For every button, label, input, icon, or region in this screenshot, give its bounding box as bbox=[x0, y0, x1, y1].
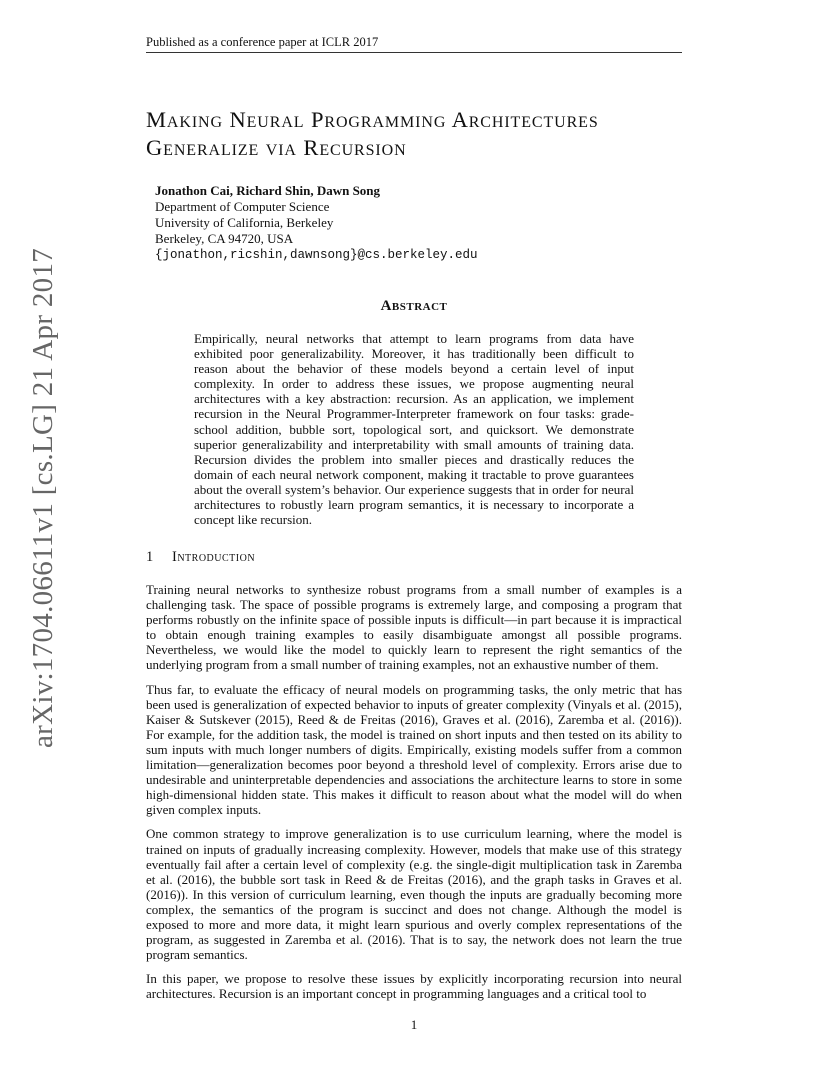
paper-title-line-1: Making Neural Programming Architectures bbox=[146, 107, 599, 132]
running-header: Published as a conference paper at ICLR 2017 bbox=[146, 35, 379, 49]
introduction-body bbox=[146, 582, 682, 1010]
arxiv-sidebar-stamp: arXiv:1704.06611v1 [cs.LG] 21 Apr 2017 bbox=[27, 247, 59, 748]
body-paragraph: Training neural networks to synthesize robust programs from a small number of examples is a challenging task. The space of possible programs is extremely large, and composing a program that performs robustly on the infinite space of possible inputs is difficult—in part because it is impractical to obtain enough training examples to easily disambiguate amongst all possible programs. Nevertheless, we would like the model to quickly learn to represent the right semantics of the underlying program from a small number of training examples, not an exhaustive number of them. bbox=[146, 582, 682, 673]
section-title: Introduction bbox=[172, 549, 256, 565]
author-location: Berkeley, CA 94720, USA bbox=[155, 231, 294, 246]
abstract-text: Empirically, neural networks that attempt to learn programs from data have exhibited poor generalizability. Moreover, it has traditionally been difficult to reason about the behavior of these models beyond a certain level of input complexity. In order to address these issues, we propose augmenting neural architectures with a key abstraction: recursion. As an application, we implement recursion in the Neural Programmer-Interpreter framework on four tasks: grade-school addition, bubble sort, topological sort, and quicksort. We demonstrate superior generalizability and interpretability with small amounts of training data. Recursion divides the problem into smaller pieces and drastically reduces the domain of each neural network component, making it tractable to prove guarantees about the overall system’s behavior. Our experience suggests that in order for neural architectures to robustly learn program semantics, it is necessary to incorporate a concept like recursion. bbox=[194, 331, 634, 528]
section-heading-introduction bbox=[146, 549, 255, 566]
page-number: 1 bbox=[410, 1017, 418, 1032]
paper-title bbox=[146, 106, 706, 162]
section-number: 1 bbox=[146, 549, 154, 565]
body-paragraph: Thus far, to evaluate the efficacy of neural models on programming tasks, the only metric that has been used is generalization of expected behavior to inputs of greater complexity (Vinyals et al. (2015), Kaiser & Sutskever (2015), Reed & de Freitas (2016), Graves et al. (2016), Zaremba et al. (2016)). For example, for the addition task, the model is trained on short inputs and then tested on its ability to sum inputs with much longer numbers of digits. Empirically, existing models suffer from a common limitation—generalization becomes poor beyond a threshold level of complexity. Errors arise due to undesirable and uninterpretable dependencies and associations the architecture learns to store in some high-dimensional hidden state. This makes it difficult to reason about what the model will do when given complex inputs. bbox=[146, 681, 682, 818]
paper-title-line-2: Generalize via Recursion bbox=[146, 135, 407, 160]
header-rule bbox=[146, 52, 682, 53]
abstract-heading: Abstract bbox=[380, 298, 448, 314]
author-email: {jonathon,ricshin,dawnsong}@cs.berkeley.edu bbox=[155, 248, 478, 262]
author-block bbox=[155, 183, 655, 263]
body-paragraph: In this paper, we propose to resolve these issues by explicitly incorporating recursion into neural architectures. Recursion is an important concept in programming languages and a critical tool to bbox=[146, 971, 682, 1002]
body-paragraph: One common strategy to improve generalization is to use curriculum learning, where the model is trained on inputs of gradually increasing complexity. However, models that make use of this strategy eventually fail after a certain level of complexity (e.g. the single-digit multiplication task in Zaremba et al. (2016), the bubble sort task in Reed & de Freitas (2016), and the graph tasks in Graves et al. (2016)). In this version of curriculum learning, even though the inputs are gradually becoming more complex, the semantics of the program is succinct and does not change. Although the model is exposed to more and more data, it might learn spurious and overly complex representations of the program, as suggested in Zaremba et al. (2016). That is to say, the network does not learn the true program semantics. bbox=[146, 826, 682, 963]
author-names: Jonathon Cai, Richard Shin, Dawn Song bbox=[155, 183, 381, 198]
author-department: Department of Computer Science bbox=[155, 199, 330, 214]
author-university: University of California, Berkeley bbox=[155, 215, 334, 230]
